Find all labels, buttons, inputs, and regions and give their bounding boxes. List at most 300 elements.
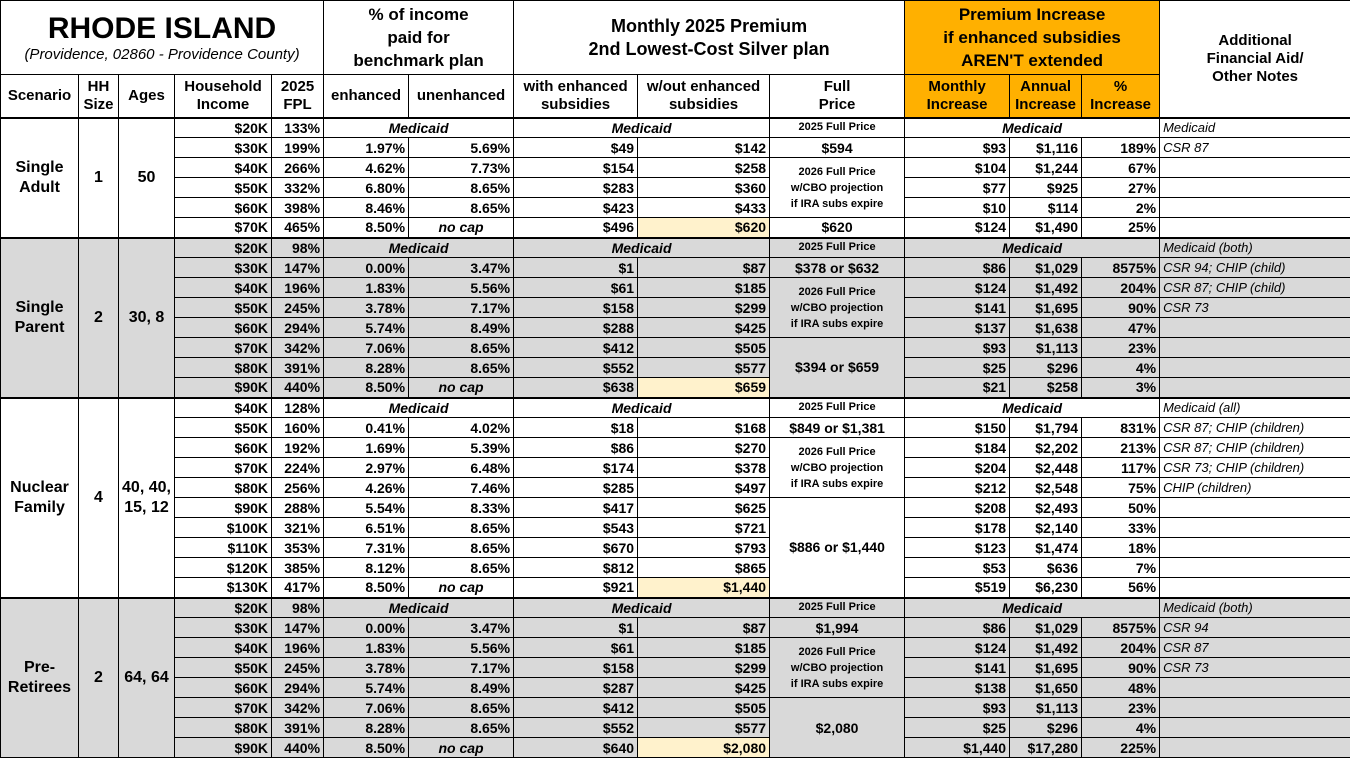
annual-increase-cell: $2,448	[1010, 458, 1082, 478]
fpl-header	[272, 75, 324, 118]
enhanced-pct-cell: 0.41%	[324, 418, 409, 438]
annual-increase-cell: $1,794	[1010, 418, 1082, 438]
note-cell: CSR 73; CHIP (children)	[1160, 458, 1350, 478]
fpl-line2: FPL	[283, 95, 312, 113]
annual-increase-cell: $1,113	[1010, 338, 1082, 358]
with-enhanced-cell: $670	[514, 538, 638, 558]
monthly-increase-cell: $124	[905, 278, 1010, 298]
with-enhanced-cell: $552	[514, 718, 638, 738]
full-price-2025-value: $594	[770, 138, 905, 158]
without-enhanced-cell: $793	[638, 538, 770, 558]
pct-increase-cell: 831%	[1082, 418, 1160, 438]
pct-increase-cell: 189%	[1082, 138, 1160, 158]
monthly-increase-cell: $137	[905, 318, 1010, 338]
pct-increase-cell: 23%	[1082, 338, 1160, 358]
full-price-2025-label: 2025 Full Price	[770, 238, 905, 258]
notes-line2: Financial Aid/	[1206, 49, 1304, 67]
full-2026-line: 2026 Full Price	[798, 285, 876, 298]
income-cell: $60K	[175, 198, 272, 218]
note-cell	[1160, 538, 1350, 558]
hh-line1: HH	[87, 77, 110, 95]
monthly-increase-cell: $519	[905, 578, 1010, 598]
unenhanced-pct-cell: 8.49%	[409, 678, 514, 698]
with-enhanced-cell: $158	[514, 658, 638, 678]
table-row	[1, 218, 1350, 238]
enhanced-pct-cell: 4.62%	[324, 158, 409, 178]
income-cell: $30K	[175, 258, 272, 278]
table-row	[1, 278, 1350, 298]
pct-increase-cell: 18%	[1082, 538, 1160, 558]
annual-increase-cell: $1,638	[1010, 318, 1082, 338]
income-cell: $120K	[175, 558, 272, 578]
note-cell: CSR 87	[1160, 638, 1350, 658]
unenhanced-pct-cell: 8.65%	[409, 698, 514, 718]
ages-cell	[119, 398, 175, 598]
without-enhanced-cell: $721	[638, 518, 770, 538]
hh-size-cell: 2	[79, 598, 119, 758]
full-price-2025-value: $849 or $1,381	[770, 418, 905, 438]
scenario-line: Retirees	[7, 678, 72, 696]
table-row	[1, 598, 1350, 618]
note-cell	[1160, 518, 1350, 538]
ages-line: 40, 40,	[122, 478, 171, 496]
table-row	[1, 558, 1350, 578]
income-cell: $60K	[175, 318, 272, 338]
fpl-cell: 245%	[272, 658, 324, 678]
ages-line: 50	[137, 168, 156, 186]
wo-line2: subsidies	[668, 95, 739, 113]
annual-increase-cell: $1,490	[1010, 218, 1082, 238]
full-price-2025-label: 2025 Full Price	[770, 398, 905, 418]
ages-cell	[119, 598, 175, 758]
unenhanced-pct-cell: 7.46%	[409, 478, 514, 498]
pct-increase-cell: 90%	[1082, 658, 1160, 678]
scenario-line: Nuclear	[10, 478, 69, 496]
pct-increase-cell: 47%	[1082, 318, 1160, 338]
note-cell	[1160, 678, 1350, 698]
premium-increase-line1: Premium Increase	[958, 5, 1106, 24]
without-enhanced-cell: $433	[638, 198, 770, 218]
hh-size-cell: 1	[79, 118, 119, 238]
with-enhanced-cell: $285	[514, 478, 638, 498]
scenario-line: Family	[14, 498, 65, 516]
enhanced-pct-cell: 5.54%	[324, 498, 409, 518]
pct-increase-cell: 48%	[1082, 678, 1160, 698]
we-line2: subsidies	[540, 95, 611, 113]
full-2026-line: w/CBO projection	[790, 181, 884, 194]
income-cell: $90K	[175, 738, 272, 758]
hh-line2: Size	[83, 95, 114, 113]
pct-increase-cell: 33%	[1082, 518, 1160, 538]
annual-increase-cell: $1,029	[1010, 258, 1082, 278]
full-price-2025-value: $1,994	[770, 618, 905, 638]
fpl-cell: 196%	[272, 638, 324, 658]
unenhanced-pct-cell: 5.39%	[409, 438, 514, 458]
full-2026-line: if IRA subs expire	[790, 317, 884, 330]
no-cap-label: no cap	[409, 578, 514, 598]
fpl-cell: 192%	[272, 438, 324, 458]
with-enhanced-cell: $638	[514, 378, 638, 398]
hh-size-cell: 2	[79, 238, 119, 398]
premium-increase-line3: AREN'T extended	[961, 51, 1104, 70]
with-enhanced-cell: $18	[514, 418, 638, 438]
note-cell	[1160, 198, 1350, 218]
enhanced-pct-cell: 3.78%	[324, 298, 409, 318]
with-enhanced-cell: $174	[514, 458, 638, 478]
unenhanced-pct-cell: 8.65%	[409, 718, 514, 738]
pct-income-header	[324, 1, 514, 75]
enhanced-pct-cell: 6.51%	[324, 518, 409, 538]
full-price-2026-value: $2,080	[770, 698, 905, 758]
table-row	[1, 338, 1350, 358]
unenhanced-pct-cell: 7.17%	[409, 298, 514, 318]
income-cell: $70K	[175, 338, 272, 358]
monthly-increase-cell: $25	[905, 718, 1010, 738]
fpl-cell: 128%	[272, 398, 324, 418]
note-cell: CSR 87	[1160, 138, 1350, 158]
full-price-2026-value: $620	[770, 218, 905, 238]
without-enhanced-cell: $625	[638, 498, 770, 518]
monthly-increase-cell: $138	[905, 678, 1010, 698]
enhanced-pct-cell: 1.69%	[324, 438, 409, 458]
table-row	[1, 738, 1350, 758]
table-row	[1, 618, 1350, 638]
income-cell: $50K	[175, 298, 272, 318]
income-cell: $70K	[175, 698, 272, 718]
enhanced-pct-cell: 1.83%	[324, 638, 409, 658]
without-enhanced-cell: $1,440	[638, 578, 770, 598]
with-enhanced-cell: $640	[514, 738, 638, 758]
fpl-cell: 266%	[272, 158, 324, 178]
monthly-increase-cell: $184	[905, 438, 1010, 458]
fpl-cell: 98%	[272, 598, 324, 618]
table-row	[1, 718, 1350, 738]
pct-increase-cell: 204%	[1082, 278, 1160, 298]
unenhanced-pct-cell: 8.65%	[409, 198, 514, 218]
without-enhanced-cell: $865	[638, 558, 770, 578]
without-enhanced-cell: $577	[638, 358, 770, 378]
annual-increase-cell: $1,492	[1010, 638, 1082, 658]
full-price-2026-label	[770, 158, 905, 218]
fpl-cell: 353%	[272, 538, 324, 558]
table-row	[1, 438, 1350, 458]
fpl-cell: 465%	[272, 218, 324, 238]
note-cell: CSR 73	[1160, 658, 1350, 678]
fpl-cell: 147%	[272, 258, 324, 278]
with-enhanced-cell: $61	[514, 278, 638, 298]
fpl-cell: 224%	[272, 458, 324, 478]
pct-increase-cell: 2%	[1082, 198, 1160, 218]
enhanced-pct-cell: 8.50%	[324, 738, 409, 758]
note-cell	[1160, 338, 1350, 358]
fpl-cell: 332%	[272, 178, 324, 198]
monthly-increase-cell: $124	[905, 218, 1010, 238]
enhanced-pct-cell: 7.31%	[324, 538, 409, 558]
income-cell: $50K	[175, 418, 272, 438]
pi-line2: Increase	[1090, 95, 1152, 113]
pct-increase-cell: 204%	[1082, 638, 1160, 658]
monthly-increase-cell: $53	[905, 558, 1010, 578]
table-row	[1, 458, 1350, 478]
pct-increase-cell: 23%	[1082, 698, 1160, 718]
fpl-cell: 256%	[272, 478, 324, 498]
fpl-cell: 398%	[272, 198, 324, 218]
income-cell: $60K	[175, 678, 272, 698]
scenario-header: Scenario	[1, 75, 79, 118]
pct-increase-cell: 8575%	[1082, 258, 1160, 278]
annual-increase-cell: $1,695	[1010, 298, 1082, 318]
full-price-2026-value: $886 or $1,440	[770, 498, 905, 598]
without-enhanced-cell: $185	[638, 278, 770, 298]
note-cell: CSR 87; CHIP (child)	[1160, 278, 1350, 298]
fpl-cell: 440%	[272, 378, 324, 398]
fpl-cell: 294%	[272, 318, 324, 338]
with-enhanced-cell: $921	[514, 578, 638, 598]
annual-increase-cell: $1,492	[1010, 278, 1082, 298]
income-cell: $90K	[175, 498, 272, 518]
with-enhanced-cell: $552	[514, 358, 638, 378]
unenhanced-pct-cell: 7.17%	[409, 658, 514, 678]
scenario-cell	[1, 238, 79, 398]
with-enhanced-cell: $412	[514, 338, 638, 358]
enhanced-pct-cell: 8.28%	[324, 358, 409, 378]
full-price-2025-label: 2025 Full Price	[770, 118, 905, 138]
pct-increase-cell: 225%	[1082, 738, 1160, 758]
full-2026-line: w/CBO projection	[790, 661, 884, 674]
with-enhanced-cell: $288	[514, 318, 638, 338]
unenhanced-pct-cell: 8.65%	[409, 558, 514, 578]
unenhanced-pct-cell: 8.65%	[409, 178, 514, 198]
annual-increase-cell: $636	[1010, 558, 1082, 578]
note-cell: CHIP (children)	[1160, 478, 1350, 498]
enhanced-pct-cell: 8.46%	[324, 198, 409, 218]
income-cell: $70K	[175, 218, 272, 238]
without-enhanced-cell: $497	[638, 478, 770, 498]
table-row	[1, 358, 1350, 378]
enhanced-pct-cell: 8.50%	[324, 378, 409, 398]
unenhanced-pct-cell: 4.02%	[409, 418, 514, 438]
monthly-increase-cell: $93	[905, 338, 1010, 358]
table-row	[1, 298, 1350, 318]
pct-increase-cell: 3%	[1082, 378, 1160, 398]
scenario-cell	[1, 598, 79, 758]
full-price-2026-label	[770, 278, 905, 338]
fpl-cell: 160%	[272, 418, 324, 438]
without-enhanced-cell: $87	[638, 618, 770, 638]
table-body	[1, 118, 1350, 758]
monthly-increase-cell: $208	[905, 498, 1010, 518]
pct-increase-cell: 117%	[1082, 458, 1160, 478]
annual-increase-cell: $1,029	[1010, 618, 1082, 638]
pct-increase-cell: 4%	[1082, 358, 1160, 378]
monthly-increase-cell: $104	[905, 158, 1010, 178]
ages-cell	[119, 238, 175, 398]
title-cell	[1, 1, 324, 75]
annual-increase-cell: $1,113	[1010, 698, 1082, 718]
ages-line: 64, 64	[124, 668, 169, 686]
table-row	[1, 158, 1350, 178]
full-price-2025-label: 2025 Full Price	[770, 598, 905, 618]
full-2026-line: if IRA subs expire	[790, 477, 884, 490]
medicaid-label: Medicaid	[905, 118, 1160, 138]
table-row	[1, 138, 1350, 158]
with-enhanced-cell: $158	[514, 298, 638, 318]
unenhanced-pct-cell: 5.56%	[409, 638, 514, 658]
medicaid-label: Medicaid	[905, 398, 1160, 418]
note-cell	[1160, 218, 1350, 238]
income-cell: $110K	[175, 538, 272, 558]
table-row	[1, 698, 1350, 718]
pct-income-line3: benchmark plan	[353, 51, 484, 70]
pct-increase-cell: 56%	[1082, 578, 1160, 598]
enhanced-pct-cell: 8.28%	[324, 718, 409, 738]
medicaid-label: Medicaid	[905, 238, 1160, 258]
fpl-cell: 196%	[272, 278, 324, 298]
with-enhanced-cell: $543	[514, 518, 638, 538]
page-subtitle: (Providence, 02860 - Providence County)	[24, 45, 300, 63]
without-enhanced-cell: $425	[638, 318, 770, 338]
ai-line1: Annual	[1020, 77, 1071, 95]
hh-size-cell: 4	[79, 398, 119, 598]
fp-line1: Full	[823, 77, 851, 95]
note-cell: Medicaid (all)	[1160, 398, 1350, 418]
unenhanced-pct-cell: 8.49%	[409, 318, 514, 338]
with-enhanced-cell: $417	[514, 498, 638, 518]
monthly-increase-cell: $124	[905, 638, 1010, 658]
fp-line2: Price	[818, 95, 856, 113]
with-enhanced-cell: $86	[514, 438, 638, 458]
monthly-increase-cell: $86	[905, 618, 1010, 638]
fpl-cell: 98%	[272, 238, 324, 258]
fpl-cell: 391%	[272, 718, 324, 738]
full-price-2025-value: $378 or $632	[770, 258, 905, 278]
income-cell: $20K	[175, 118, 272, 138]
annual-increase-cell: $1,650	[1010, 678, 1082, 698]
annual-increase-header	[1010, 75, 1082, 118]
monthly-increase-cell: $10	[905, 198, 1010, 218]
unenhanced-pct-cell: 3.47%	[409, 258, 514, 278]
pct-increase-cell: 90%	[1082, 298, 1160, 318]
hi-line2: Income	[196, 95, 250, 113]
notes-line3: Other Notes	[1212, 67, 1299, 85]
note-cell: Medicaid	[1160, 118, 1350, 138]
note-cell	[1160, 358, 1350, 378]
full-2026-line: 2026 Full Price	[798, 165, 876, 178]
pct-increase-cell: 67%	[1082, 158, 1160, 178]
income-cell: $50K	[175, 658, 272, 678]
income-cell: $80K	[175, 718, 272, 738]
income-cell: $30K	[175, 138, 272, 158]
unenhanced-pct-cell: 7.73%	[409, 158, 514, 178]
ages-line: 30, 8	[128, 308, 165, 326]
monthly-premium-line1: Monthly 2025 Premium	[611, 15, 808, 36]
without-enhanced-cell: $505	[638, 698, 770, 718]
without-enhanced-cell: $185	[638, 638, 770, 658]
note-cell	[1160, 698, 1350, 718]
without-enhanced-cell: $258	[638, 158, 770, 178]
income-cell: $60K	[175, 438, 272, 458]
annual-increase-cell: $296	[1010, 358, 1082, 378]
monthly-increase-cell: $86	[905, 258, 1010, 278]
income-cell: $80K	[175, 478, 272, 498]
without-enhanced-cell: $620	[638, 218, 770, 238]
income-cell: $20K	[175, 238, 272, 258]
enhanced-pct-cell: 7.06%	[324, 698, 409, 718]
enhanced-pct-cell: 0.00%	[324, 618, 409, 638]
note-cell	[1160, 558, 1350, 578]
fpl-cell: 440%	[272, 738, 324, 758]
unenhanced-pct-cell: 8.65%	[409, 538, 514, 558]
with-enhanced-cell: $61	[514, 638, 638, 658]
scenario-line: Single	[15, 158, 64, 176]
medicaid-label: Medicaid	[324, 598, 514, 618]
enhanced-pct-cell: 0.00%	[324, 258, 409, 278]
fpl-cell: 294%	[272, 678, 324, 698]
without-enhanced-cell: $270	[638, 438, 770, 458]
annual-increase-cell: $2,493	[1010, 498, 1082, 518]
fpl-cell: 147%	[272, 618, 324, 638]
medicaid-label: Medicaid	[905, 598, 1160, 618]
medicaid-label: Medicaid	[514, 118, 770, 138]
medicaid-label: Medicaid	[514, 398, 770, 418]
income-cell: $100K	[175, 518, 272, 538]
with-enhanced-cell: $283	[514, 178, 638, 198]
unenhanced-pct-cell: 8.33%	[409, 498, 514, 518]
scenario-line: Single	[15, 298, 64, 316]
without-enhanced-cell: $425	[638, 678, 770, 698]
monthly-premium-line2: 2nd Lowest-Cost Silver plan	[588, 38, 830, 59]
pct-income-line1: % of income	[368, 5, 469, 24]
annual-increase-cell: $17,280	[1010, 738, 1082, 758]
ages-cell	[119, 118, 175, 238]
annual-increase-cell: $296	[1010, 718, 1082, 738]
full-2026-line: w/CBO projection	[790, 461, 884, 474]
income-cell: $50K	[175, 178, 272, 198]
monthly-increase-cell: $141	[905, 298, 1010, 318]
without-enhanced-cell: $168	[638, 418, 770, 438]
household-income-header	[175, 75, 272, 118]
note-cell	[1160, 158, 1350, 178]
no-cap-label: no cap	[409, 378, 514, 398]
table-row	[1, 318, 1350, 338]
note-cell	[1160, 318, 1350, 338]
scenario-cell	[1, 118, 79, 238]
full-2026-line: if IRA subs expire	[790, 677, 884, 690]
medicaid-label: Medicaid	[514, 598, 770, 618]
without-enhanced-cell: $577	[638, 718, 770, 738]
no-cap-label: no cap	[409, 218, 514, 238]
monthly-increase-cell: $150	[905, 418, 1010, 438]
without-enhanced-cell: $505	[638, 338, 770, 358]
we-line1: with enhanced	[523, 77, 628, 95]
full-price-2026-label	[770, 638, 905, 698]
note-cell	[1160, 378, 1350, 398]
with-enhanced-cell: $154	[514, 158, 638, 178]
income-cell: $40K	[175, 278, 272, 298]
annual-increase-cell: $1,695	[1010, 658, 1082, 678]
with-enhanced-header	[514, 75, 638, 118]
fpl-cell: 391%	[272, 358, 324, 378]
notes-header	[1160, 1, 1350, 118]
unenhanced-pct-cell: 8.65%	[409, 358, 514, 378]
fpl-cell: 199%	[272, 138, 324, 158]
monthly-increase-cell: $123	[905, 538, 1010, 558]
annual-increase-cell: $1,244	[1010, 158, 1082, 178]
unenhanced-pct-cell: 3.47%	[409, 618, 514, 638]
income-cell: $40K	[175, 158, 272, 178]
pct-increase-cell: 27%	[1082, 178, 1160, 198]
table-row	[1, 478, 1350, 498]
